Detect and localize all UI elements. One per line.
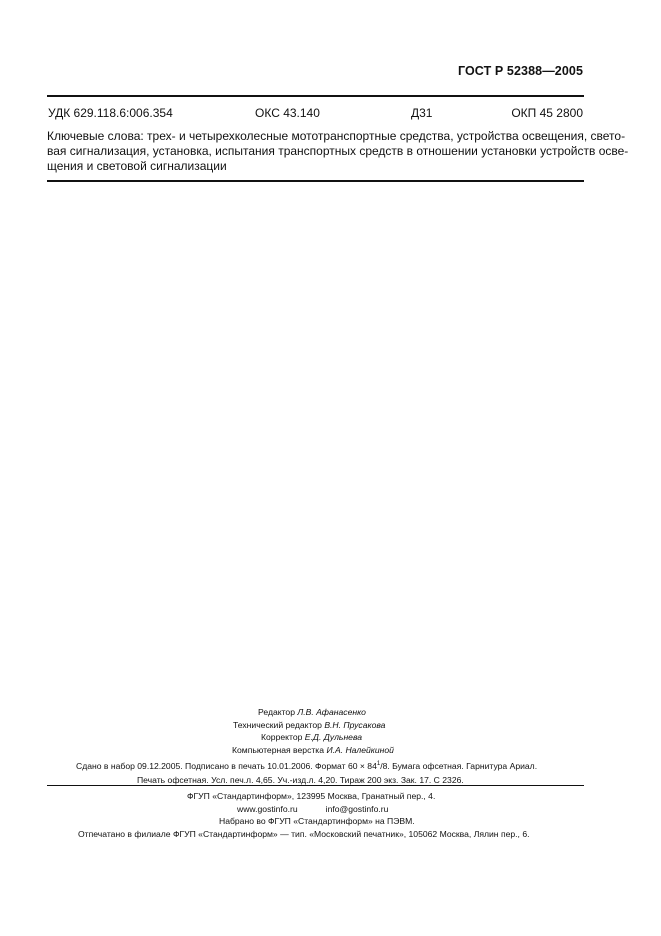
format-fraction-denominator: /8	[380, 761, 388, 771]
tech-editor-name: В.Н. Прусакова	[324, 719, 386, 730]
document-code: ГОСТ Р 52388—2005	[457, 64, 583, 78]
imprint-block	[40, 790, 592, 840]
typeset-line: Набрано во ФГУП «Стандартинформ» на ПЭВМ.	[219, 816, 415, 827]
imprint-divider	[47, 785, 584, 786]
group-code: Д31	[411, 106, 433, 120]
print-info-line-1-a: Сдано в набор 09.12.2005. Подписано в печать 10.01.2006. Формат 60 × 84	[76, 761, 377, 771]
keywords-line-2: вая сигнализация, установка, испытания транспортных средств в отношении установки устройств осве-	[47, 144, 629, 158]
corrector-line	[160, 731, 500, 744]
contacts-line	[40, 803, 592, 816]
website-link[interactable]: www.gostinfo.ru	[237, 803, 298, 814]
print-info-line-1	[40, 759, 592, 773]
corrector-name: Е.Д. Дульнева	[304, 732, 363, 743]
layout-name: И.А. Налейкиной	[326, 744, 394, 755]
tech-editor-line	[160, 719, 500, 732]
keywords-block	[47, 129, 629, 174]
keywords-line-1: Ключевые слова: трех- и четырехколесные мототранспортные средства, устройства освещения, свето-	[47, 129, 626, 143]
editor-label: Редактор	[258, 707, 295, 717]
udk-code: УДК 629.118.6:006.354	[48, 106, 173, 120]
credits-block	[160, 706, 500, 756]
print-info-line-1-b: . Бумага офсетная. Гарнитура Ариал.	[387, 761, 538, 771]
oks-code: ОКС 43.140	[255, 106, 320, 120]
classification-row	[48, 106, 583, 122]
top-divider	[47, 95, 584, 97]
tech-editor-label: Технический редактор	[233, 719, 322, 730]
editor-name: Л.В. Афанасенко	[297, 707, 366, 717]
publisher-line: ФГУП «Стандартинформ», 123995 Москва, Гранатный пер., 4.	[187, 791, 436, 801]
layout-line	[160, 744, 500, 757]
keywords-line-3: щения и световой сигнализации	[47, 159, 227, 173]
layout-label: Компьютерная верстка	[232, 744, 325, 755]
format-fraction-numerator: 1	[376, 761, 381, 768]
print-info-block	[40, 759, 592, 787]
keywords-divider	[47, 180, 584, 182]
email-link[interactable]: info@gostinfo.ru	[325, 803, 389, 814]
printed-line: Отпечатано в филиале ФГУП «Стандартинформ» — тип. «Московский печатник», 105062 Москва, Лялин пер., 6.	[78, 828, 530, 839]
editor-line	[160, 706, 500, 719]
okp-code: ОКП 45 2800	[511, 106, 583, 120]
print-info-line-2: Печать офсетная. Усл. печ.л. 4,65. Уч.-изд.л. 4,20. Тираж 200 экз. Зак. 17. С 2326.	[137, 775, 464, 785]
corrector-label: Корректор	[261, 732, 303, 743]
